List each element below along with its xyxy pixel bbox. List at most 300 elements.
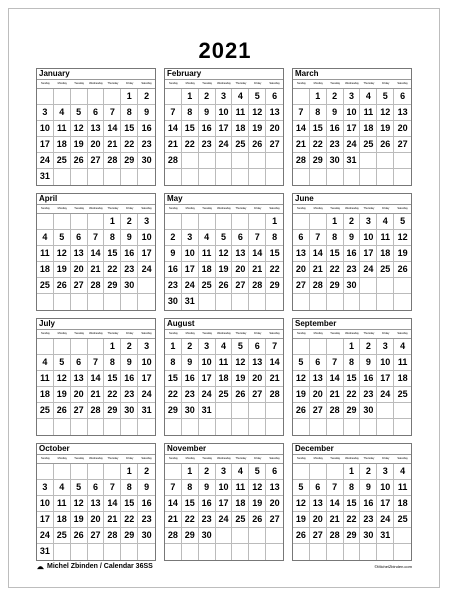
day-cell: 22 xyxy=(104,262,121,278)
day-cell: 14 xyxy=(293,121,310,137)
day-cell xyxy=(104,464,121,480)
day-cell: 10 xyxy=(216,480,233,496)
day-cell: 23 xyxy=(344,262,361,278)
day-cell: 16 xyxy=(199,121,216,137)
day-cell: 11 xyxy=(232,105,249,121)
month-name: February xyxy=(165,69,283,80)
day-cell: 6 xyxy=(88,480,105,496)
day-cell: 6 xyxy=(71,355,88,371)
weekday-label: Friday xyxy=(126,457,134,460)
day-cell: 18 xyxy=(54,512,71,528)
weekday-label: Saturday xyxy=(397,207,408,210)
day-cell: 17 xyxy=(138,371,155,387)
weekday-label: Tuesday xyxy=(330,332,341,335)
day-cell: 19 xyxy=(232,371,249,387)
day-cell: 7 xyxy=(249,230,266,246)
weekday-label: Thursday xyxy=(107,207,119,210)
day-cell: 8 xyxy=(121,105,138,121)
day-cell xyxy=(293,544,310,560)
day-cell: 17 xyxy=(37,512,54,528)
day-cell: 11 xyxy=(54,496,71,512)
month-block xyxy=(164,443,284,561)
day-cell xyxy=(266,294,283,310)
day-cell xyxy=(104,169,121,185)
day-cell xyxy=(360,294,377,310)
day-cell xyxy=(88,214,105,230)
day-cell: 19 xyxy=(249,496,266,512)
day-cell: 19 xyxy=(54,262,71,278)
day-cell: 3 xyxy=(182,230,199,246)
day-cell: 5 xyxy=(377,89,394,105)
weekday-header xyxy=(165,330,283,339)
weekday-label: Monday xyxy=(57,332,67,335)
day-cell: 27 xyxy=(88,528,105,544)
day-cell: 28 xyxy=(327,528,344,544)
day-cell: 15 xyxy=(344,496,361,512)
day-cell xyxy=(199,544,216,560)
day-cell: 20 xyxy=(266,121,283,137)
day-cell: 24 xyxy=(138,387,155,403)
day-cell: 1 xyxy=(121,89,138,105)
day-cell: 9 xyxy=(199,480,216,496)
day-cell: 18 xyxy=(394,371,411,387)
day-cell xyxy=(293,89,310,105)
day-cell: 14 xyxy=(104,496,121,512)
day-cell xyxy=(266,153,283,169)
day-cell: 9 xyxy=(165,246,182,262)
day-cell: 6 xyxy=(293,230,310,246)
day-cell: 5 xyxy=(394,214,411,230)
weekday-label: Monday xyxy=(185,207,195,210)
day-cell xyxy=(327,419,344,435)
day-cell: 22 xyxy=(121,137,138,153)
day-cell xyxy=(88,464,105,480)
day-cell xyxy=(37,419,54,435)
day-cell: 14 xyxy=(327,371,344,387)
day-cell: 20 xyxy=(394,121,411,137)
day-cell: 29 xyxy=(104,403,121,419)
day-cell: 17 xyxy=(344,121,361,137)
day-cell: 18 xyxy=(216,371,233,387)
day-cell: 27 xyxy=(266,512,283,528)
day-cell: 31 xyxy=(182,294,199,310)
day-cell: 7 xyxy=(165,105,182,121)
month-block xyxy=(164,193,284,311)
weekday-label: Sunday xyxy=(41,82,50,85)
day-cell: 25 xyxy=(394,512,411,528)
month-name: April xyxy=(37,194,155,205)
day-cell: 30 xyxy=(138,153,155,169)
day-cell xyxy=(394,403,411,419)
day-cell: 27 xyxy=(293,278,310,294)
day-cell: 6 xyxy=(249,339,266,355)
weekday-label: Wednesday xyxy=(345,207,359,210)
weekday-label: Thursday xyxy=(363,332,375,335)
day-cell: 3 xyxy=(377,464,394,480)
day-cell: 9 xyxy=(327,105,344,121)
day-cell: 3 xyxy=(199,339,216,355)
day-cell: 26 xyxy=(216,278,233,294)
weekday-label: Wednesday xyxy=(217,207,231,210)
day-cell: 7 xyxy=(165,480,182,496)
weekday-label: Thursday xyxy=(235,332,247,335)
weekday-label: Friday xyxy=(126,332,134,335)
day-cell: 14 xyxy=(327,496,344,512)
day-cell: 4 xyxy=(199,230,216,246)
day-cell xyxy=(249,169,266,185)
day-cell: 17 xyxy=(199,371,216,387)
day-cell: 4 xyxy=(360,89,377,105)
weekday-header xyxy=(37,455,155,464)
weekday-label: Wednesday xyxy=(217,332,231,335)
day-cell: 31 xyxy=(377,528,394,544)
day-cell: 20 xyxy=(71,387,88,403)
day-cell xyxy=(232,544,249,560)
day-cell xyxy=(182,419,199,435)
day-cell xyxy=(360,278,377,294)
day-cell: 4 xyxy=(394,464,411,480)
weekday-label: Saturday xyxy=(141,332,152,335)
day-cell: 1 xyxy=(104,339,121,355)
day-cell: 18 xyxy=(54,137,71,153)
weekday-label: Wednesday xyxy=(345,457,359,460)
day-cell: 28 xyxy=(104,528,121,544)
day-cell: 24 xyxy=(37,528,54,544)
day-cell: 22 xyxy=(182,137,199,153)
day-cell xyxy=(249,214,266,230)
weekday-header xyxy=(37,330,155,339)
day-cell: 20 xyxy=(88,512,105,528)
day-cell: 13 xyxy=(293,246,310,262)
day-grid xyxy=(293,464,411,560)
day-cell xyxy=(121,419,138,435)
day-cell: 29 xyxy=(344,403,361,419)
day-cell xyxy=(249,419,266,435)
weekday-label: Wednesday xyxy=(217,82,231,85)
day-cell: 29 xyxy=(327,278,344,294)
day-cell: 6 xyxy=(266,464,283,480)
day-cell xyxy=(216,294,233,310)
day-cell: 3 xyxy=(37,480,54,496)
day-cell: 7 xyxy=(327,480,344,496)
weekday-label: Friday xyxy=(254,457,262,460)
day-cell: 7 xyxy=(104,105,121,121)
day-cell: 31 xyxy=(138,403,155,419)
weekday-label: Monday xyxy=(185,457,195,460)
day-cell: 14 xyxy=(165,496,182,512)
month-block xyxy=(292,318,412,436)
day-cell: 6 xyxy=(310,480,327,496)
day-cell xyxy=(182,169,199,185)
day-cell xyxy=(360,544,377,560)
day-cell xyxy=(216,214,233,230)
day-cell: 3 xyxy=(138,214,155,230)
day-cell: 9 xyxy=(344,230,361,246)
day-cell: 1 xyxy=(182,89,199,105)
day-cell xyxy=(377,169,394,185)
weekday-label: Thursday xyxy=(363,82,375,85)
weekday-header xyxy=(37,80,155,89)
day-cell: 18 xyxy=(360,121,377,137)
day-cell: 24 xyxy=(377,387,394,403)
day-cell xyxy=(327,464,344,480)
day-cell: 9 xyxy=(199,105,216,121)
day-cell xyxy=(88,294,105,310)
day-cell: 27 xyxy=(232,278,249,294)
day-cell: 23 xyxy=(199,512,216,528)
weekday-label: Saturday xyxy=(269,332,280,335)
day-cell xyxy=(54,214,71,230)
day-cell: 31 xyxy=(199,403,216,419)
weekday-label: Saturday xyxy=(397,82,408,85)
weekday-label: Friday xyxy=(382,82,390,85)
day-cell: 13 xyxy=(266,480,283,496)
day-cell: 17 xyxy=(216,121,233,137)
day-cell: 28 xyxy=(293,153,310,169)
day-cell xyxy=(37,294,54,310)
month-name: May xyxy=(165,194,283,205)
month-block xyxy=(36,443,156,561)
day-cell: 22 xyxy=(266,262,283,278)
day-cell: 6 xyxy=(310,355,327,371)
day-cell: 19 xyxy=(71,137,88,153)
day-cell: 26 xyxy=(249,512,266,528)
day-cell: 28 xyxy=(249,278,266,294)
day-cell xyxy=(377,153,394,169)
day-cell: 12 xyxy=(71,121,88,137)
day-cell xyxy=(310,169,327,185)
month-name: September xyxy=(293,319,411,330)
day-cell: 24 xyxy=(182,278,199,294)
day-cell: 8 xyxy=(310,105,327,121)
day-cell: 17 xyxy=(37,137,54,153)
day-cell: 28 xyxy=(88,403,105,419)
day-cell: 27 xyxy=(266,137,283,153)
day-cell: 29 xyxy=(104,278,121,294)
day-cell: 23 xyxy=(360,512,377,528)
day-cell: 17 xyxy=(377,496,394,512)
day-cell: 9 xyxy=(138,105,155,121)
day-cell xyxy=(71,419,88,435)
day-grid xyxy=(293,214,411,310)
month-name: October xyxy=(37,444,155,455)
day-cell xyxy=(37,214,54,230)
day-cell: 28 xyxy=(327,403,344,419)
day-cell xyxy=(216,403,233,419)
weekday-label: Wednesday xyxy=(89,82,103,85)
weekday-label: Monday xyxy=(313,457,323,460)
weekday-label: Sunday xyxy=(169,332,178,335)
day-cell: 15 xyxy=(327,246,344,262)
day-cell xyxy=(232,528,249,544)
day-cell: 16 xyxy=(182,371,199,387)
day-cell: 28 xyxy=(165,528,182,544)
day-cell: 3 xyxy=(138,339,155,355)
day-cell: 1 xyxy=(310,89,327,105)
day-cell: 8 xyxy=(104,230,121,246)
day-cell: 26 xyxy=(394,262,411,278)
weekday-label: Tuesday xyxy=(330,457,341,460)
day-cell xyxy=(104,89,121,105)
day-cell: 5 xyxy=(232,339,249,355)
day-cell: 30 xyxy=(360,403,377,419)
weekday-label: Tuesday xyxy=(202,457,213,460)
day-cell: 13 xyxy=(232,246,249,262)
day-cell: 21 xyxy=(327,512,344,528)
day-cell xyxy=(104,544,121,560)
day-cell: 27 xyxy=(88,153,105,169)
day-cell xyxy=(249,544,266,560)
weekday-label: Thursday xyxy=(107,82,119,85)
day-cell: 7 xyxy=(266,339,283,355)
day-cell xyxy=(327,169,344,185)
day-cell: 12 xyxy=(54,246,71,262)
day-cell xyxy=(71,294,88,310)
day-cell: 16 xyxy=(121,246,138,262)
day-cell xyxy=(199,294,216,310)
day-cell xyxy=(377,544,394,560)
weekday-label: Monday xyxy=(313,207,323,210)
month-name: August xyxy=(165,319,283,330)
day-cell xyxy=(266,419,283,435)
day-cell: 31 xyxy=(37,544,54,560)
weekday-label: Monday xyxy=(185,332,195,335)
year-title: 2021 xyxy=(198,38,252,63)
footer-credit-text: Michel Zbinden / Calendar 36SS xyxy=(47,563,153,570)
day-cell: 19 xyxy=(71,512,88,528)
day-cell: 24 xyxy=(377,512,394,528)
day-cell: 21 xyxy=(249,262,266,278)
day-cell: 22 xyxy=(165,387,182,403)
day-cell xyxy=(138,278,155,294)
day-cell xyxy=(293,419,310,435)
day-cell: 6 xyxy=(232,230,249,246)
day-cell xyxy=(88,419,105,435)
day-cell: 4 xyxy=(216,339,233,355)
day-cell: 10 xyxy=(199,355,216,371)
day-cell xyxy=(54,419,71,435)
day-cell: 3 xyxy=(216,89,233,105)
day-cell: 22 xyxy=(104,387,121,403)
day-cell: 8 xyxy=(182,105,199,121)
day-cell: 21 xyxy=(165,137,182,153)
day-cell xyxy=(360,169,377,185)
day-cell: 16 xyxy=(344,246,361,262)
day-cell: 25 xyxy=(216,387,233,403)
day-cell: 12 xyxy=(249,480,266,496)
day-cell xyxy=(293,169,310,185)
day-cell xyxy=(327,544,344,560)
day-cell xyxy=(394,169,411,185)
day-cell xyxy=(394,153,411,169)
day-cell: 25 xyxy=(377,262,394,278)
day-cell xyxy=(54,89,71,105)
weekday-label: Friday xyxy=(382,207,390,210)
day-cell: 13 xyxy=(88,496,105,512)
month-name: January xyxy=(37,69,155,80)
month-block xyxy=(36,193,156,311)
day-cell: 28 xyxy=(165,153,182,169)
day-cell xyxy=(232,294,249,310)
day-cell: 10 xyxy=(377,480,394,496)
day-cell: 2 xyxy=(344,214,361,230)
weekday-label: Friday xyxy=(254,82,262,85)
month-name: December xyxy=(293,444,411,455)
day-cell: 4 xyxy=(394,339,411,355)
day-cell: 10 xyxy=(377,355,394,371)
day-cell: 2 xyxy=(121,339,138,355)
day-cell: 14 xyxy=(104,121,121,137)
day-cell: 14 xyxy=(310,246,327,262)
weekday-label: Wednesday xyxy=(89,332,103,335)
weekday-label: Sunday xyxy=(169,457,178,460)
day-cell: 30 xyxy=(199,528,216,544)
day-cell xyxy=(377,294,394,310)
day-cell: 6 xyxy=(266,89,283,105)
day-cell: 21 xyxy=(310,262,327,278)
day-cell: 17 xyxy=(377,371,394,387)
day-cell: 6 xyxy=(88,105,105,121)
day-cell: 30 xyxy=(138,528,155,544)
weekday-label: Sunday xyxy=(41,207,50,210)
day-cell: 25 xyxy=(232,512,249,528)
day-cell xyxy=(249,294,266,310)
day-cell: 2 xyxy=(182,339,199,355)
weekday-label: Monday xyxy=(57,207,67,210)
day-cell: 10 xyxy=(138,230,155,246)
day-cell: 30 xyxy=(121,278,138,294)
day-cell: 13 xyxy=(88,121,105,137)
day-cell: 22 xyxy=(344,387,361,403)
day-cell: 19 xyxy=(249,121,266,137)
day-cell xyxy=(327,294,344,310)
day-cell xyxy=(266,528,283,544)
day-cell: 2 xyxy=(138,464,155,480)
month-name: March xyxy=(293,69,411,80)
day-cell: 15 xyxy=(182,496,199,512)
day-cell: 2 xyxy=(360,339,377,355)
day-cell: 28 xyxy=(310,278,327,294)
day-cell: 31 xyxy=(37,169,54,185)
day-cell: 27 xyxy=(249,387,266,403)
day-cell: 30 xyxy=(327,153,344,169)
day-cell: 5 xyxy=(54,230,71,246)
day-cell: 13 xyxy=(71,246,88,262)
day-cell xyxy=(266,169,283,185)
day-cell: 10 xyxy=(216,105,233,121)
day-cell xyxy=(293,294,310,310)
day-cell: 18 xyxy=(199,262,216,278)
day-cell: 22 xyxy=(310,137,327,153)
day-cell: 11 xyxy=(377,230,394,246)
day-cell: 13 xyxy=(310,496,327,512)
day-cell: 26 xyxy=(54,278,71,294)
day-cell: 5 xyxy=(71,480,88,496)
day-cell: 22 xyxy=(121,512,138,528)
day-cell: 16 xyxy=(360,496,377,512)
day-cell xyxy=(394,419,411,435)
day-cell xyxy=(232,214,249,230)
weekday-label: Friday xyxy=(254,332,262,335)
day-cell: 25 xyxy=(37,278,54,294)
day-cell xyxy=(344,294,361,310)
months-grid xyxy=(36,68,412,561)
month-name: June xyxy=(293,194,411,205)
day-cell: 14 xyxy=(88,246,105,262)
day-cell: 23 xyxy=(182,387,199,403)
day-cell: 8 xyxy=(182,480,199,496)
day-cell: 5 xyxy=(216,230,233,246)
